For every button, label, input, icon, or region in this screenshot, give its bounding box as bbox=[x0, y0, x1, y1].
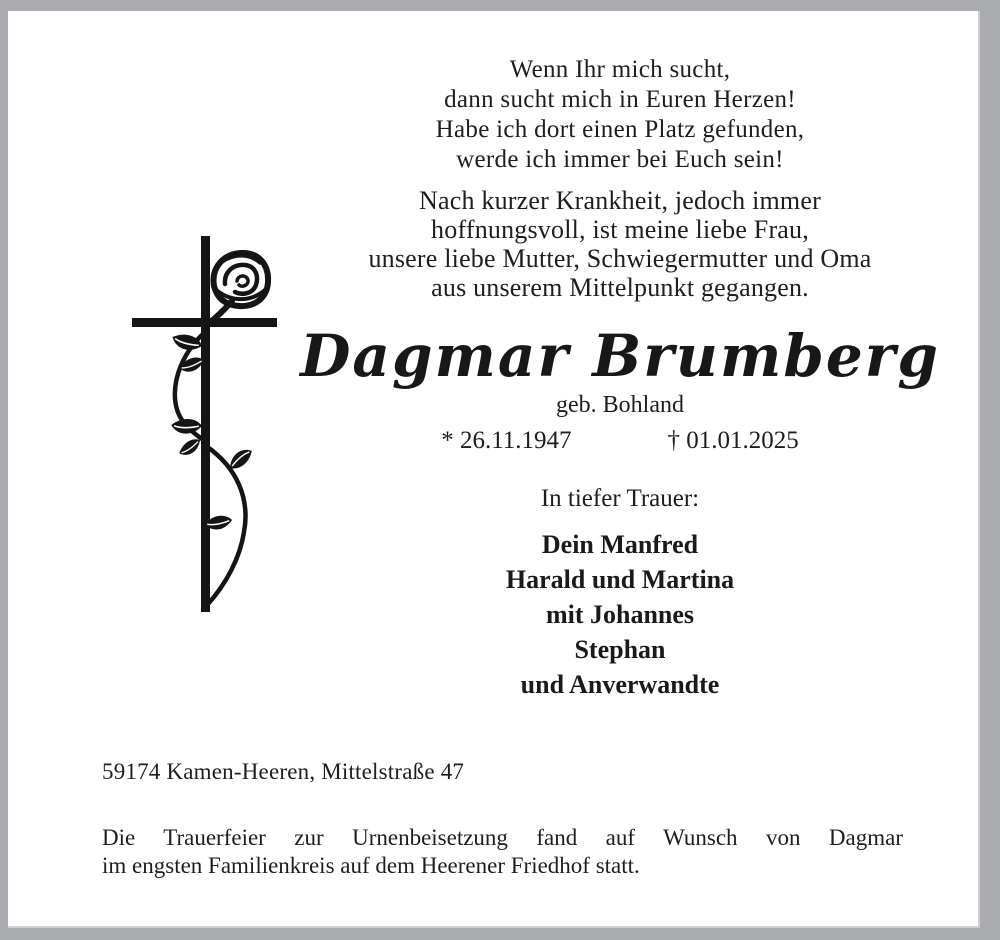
mourner-line: Harald und Martina bbox=[505, 565, 735, 594]
announcement-text bbox=[240, 186, 1000, 302]
birth-date: * 26.11.1947 bbox=[441, 427, 572, 454]
life-dates bbox=[240, 427, 1000, 455]
closing-line: Die Trauerfeier zur Urnenbeisetzung fand auf Wunsch von Dagmar bbox=[102, 825, 903, 850]
mourner-line: Stephan bbox=[574, 635, 666, 664]
announcement-line: hoffnungsvoll, ist meine liebe Frau, bbox=[431, 215, 809, 244]
announcement-line: Nach kurzer Krankheit, jedoch immer bbox=[419, 186, 821, 215]
poem-line: werde ich immer bei Euch sein! bbox=[456, 146, 784, 173]
deceased-name: Dagmar Brumberg bbox=[300, 322, 940, 390]
closing-paragraph bbox=[102, 824, 903, 880]
announcement-line: aus unserem Mittelpunkt gegangen. bbox=[431, 273, 809, 302]
poem-line: Habe ich dort einen Platz gefunden, bbox=[435, 116, 805, 143]
memorial-poem bbox=[240, 55, 1000, 175]
mourner-line: Dein Manfred bbox=[541, 530, 699, 559]
poem-line: dann sucht mich in Euren Herzen! bbox=[444, 86, 796, 113]
maiden-name: geb. Bohland bbox=[556, 392, 684, 418]
poem-line: Wenn Ihr mich sucht, bbox=[509, 56, 731, 83]
closing-line: im engsten Familienkreis auf dem Heerener Friedhof statt. bbox=[102, 853, 640, 878]
address-line: 59174 Kamen-Heeren, Mittelstraße 47 bbox=[102, 759, 465, 784]
announcement-line: unsere liebe Mutter, Schwiegermutter und Oma bbox=[368, 244, 872, 273]
mourner-line: mit Johannes bbox=[545, 600, 695, 629]
death-date: † 01.01.2025 bbox=[667, 427, 799, 454]
mourners-list bbox=[240, 531, 1000, 706]
mourning-heading: In tiefer Trauer: bbox=[540, 485, 700, 512]
mourner-line: und Anverwandte bbox=[520, 670, 720, 699]
